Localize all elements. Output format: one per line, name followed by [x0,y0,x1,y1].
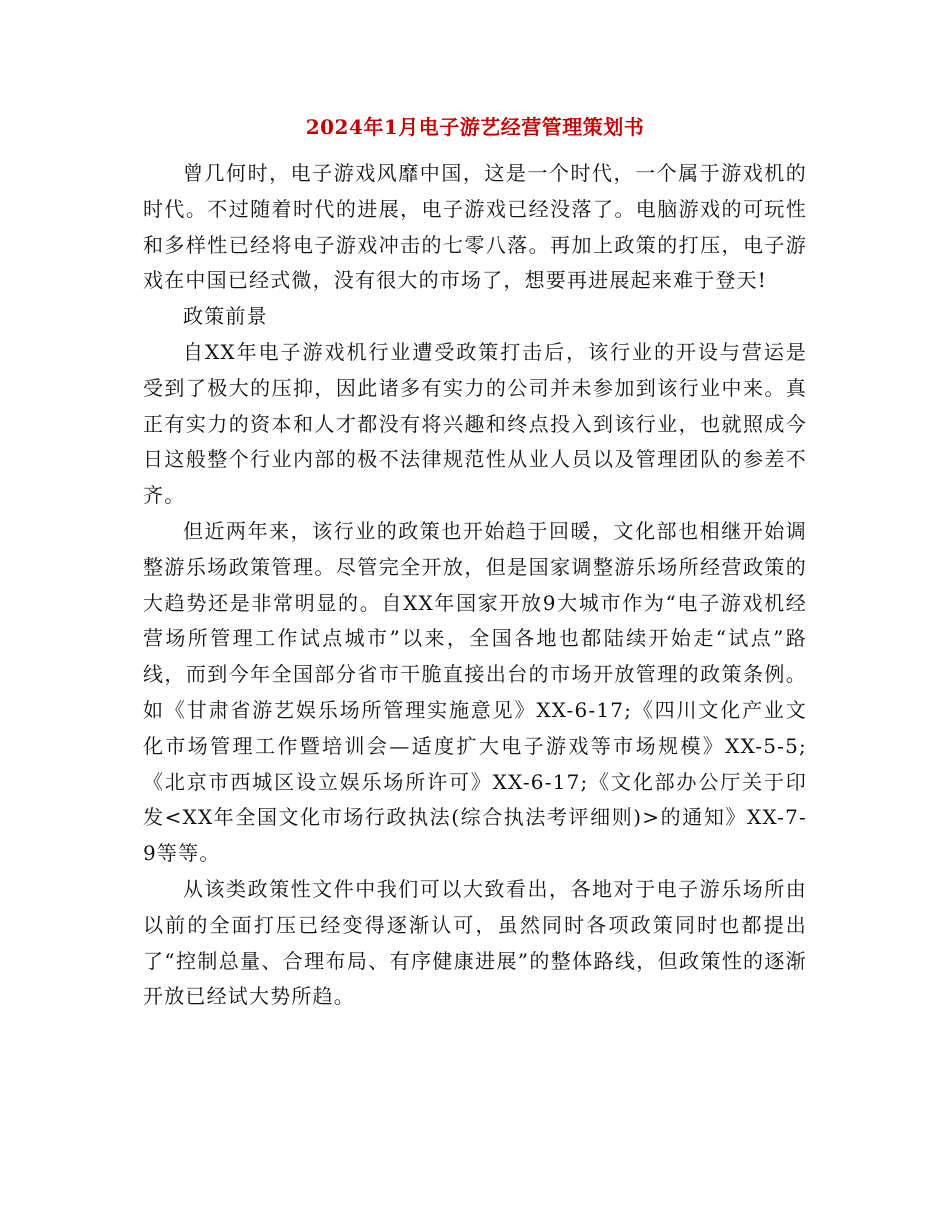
document-body [143,156,807,1015]
document-title: 2024年1月电子游艺经营管理策划书 [305,115,645,139]
section-heading-policy-outlook: 政策前景 [183,304,268,329]
paragraph-policy-conclusion: 从该类政策性文件中我们可以大致看出，各地对于电子游乐场所由以前的全面打压已经变得逐渐认可，虽然同时各项政策同时也都提出了“控制总量、合理布局、有序健康进展”的整体路线，但政策性的逐渐开放已经试大势所趋。 [143,876,807,1009]
paragraph-intro: 曾几何时，电子游戏风靡中国，这是一个时代，一个属于游戏机的时代。不过随着时代的进展，电子游戏已经没落了。电脑游戏的可玩性和多样性已经将电子游戏冲击的七零八落。再加上政策的打压，电子游戏在中国已经式微，没有很大的市场了，想要再进展起来难于登天! [143,161,807,293]
paragraph-policy-history: 自XX年电子游戏机行业遭受政策打击后，该行业的开设与营运是受到了极大的压抑，因此诸多有实力的公司并未参加到该行业中来。真正有实力的资本和人才都没有将兴趣和终点投入到该行业，也就照成今日这般整个行业内部的极不法律规范性从业人员以及管理团队的参差不齐。 [143,339,807,508]
paragraph-policy-recovery: 但近两年来，该行业的政策也开始趋于回暖，文化部也相继开始调整游乐场政策管理。尽管完全开放，但是国家调整游乐场所经营政策的大趋势还是非常明显的。自XX年国家开放9大城市作为“电子游戏机经营场所管理工作试点城市”以来，全国各地也都陆续开始走“试点”路线，而到今年全国部分省市干脆直接出台的市场开放管理的政策条例。如《甘肃省游艺娱乐场所管理实施意见》XX-6-17;《四川文化产业文化市场管理工作暨培训会—适度扩大电子游戏等市场规模》XX-5-5;《北京市西城区设立娱乐场所许可》XX-6-17;《文化部办公厅关于印发<XX年全国文化市场行政执法(综合执法考评细则)>的通知》XX-7-9等等。 [143,518,807,866]
